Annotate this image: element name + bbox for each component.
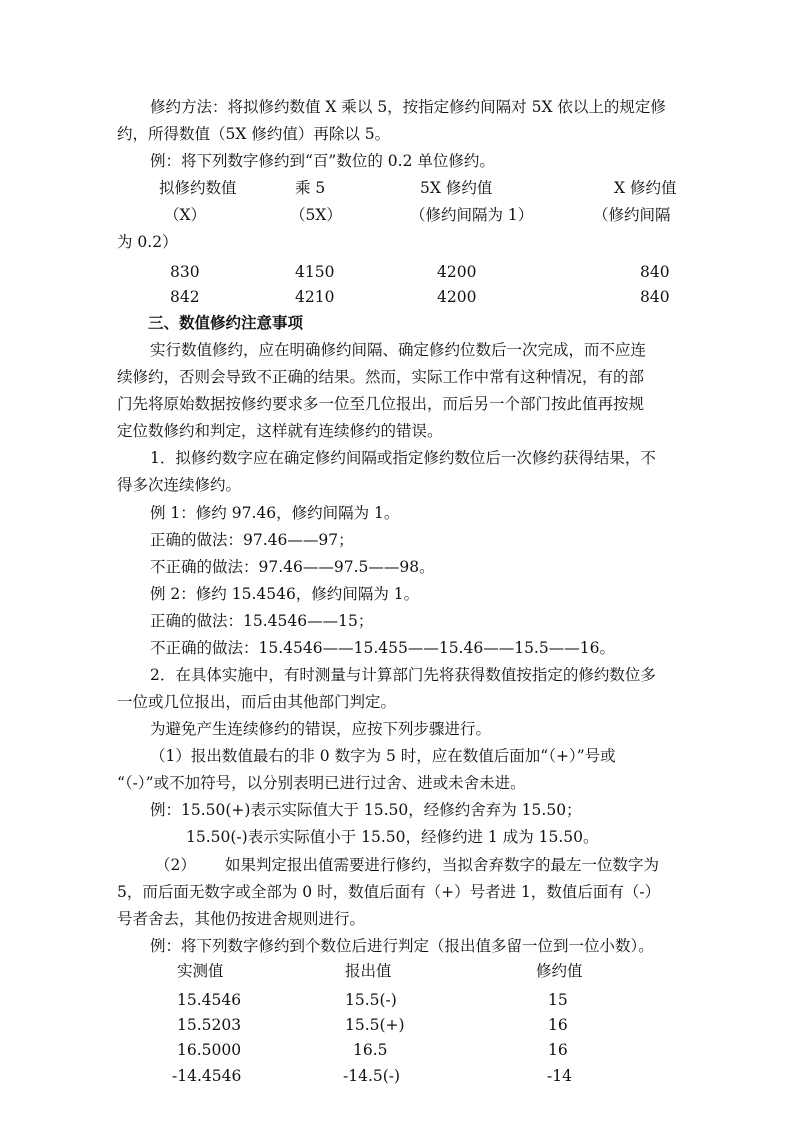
paragraph-text: 实行数值修约，应在明确修约间隔、确定修约位数后一次完成，而不应连 [150,341,647,359]
method-text-1: 修约方法：将拟修约数值 X 乘以 5，按指定修约间隔对 5X 依以上的规定修 [150,98,666,116]
example-text: 例：将下列数字修约到“百”数位的 0.2 单位修约。 [150,152,495,170]
table1-subheader-cell: （X） [164,206,207,224]
step2-text: 如果判定报出值需要进行修约，当拟舍弃数字的最左一位数字为 [225,856,660,874]
table2-cell: -14.4546 [172,1067,242,1085]
example1-incorrect: 不正确的做法：97.46——97.5——98。 [150,558,435,576]
table2-header-cell: 实测值 [177,962,224,980]
table2-cell: -14 [547,1067,572,1085]
paragraph-text: 续修约，否则会导致不正确的结果。然而，实际工作中常有这种情况，有的部 [117,368,645,386]
table1-cell: 4200 [437,288,477,306]
step1-example: 15.50(-)表示实际值小于 15.50，经修约进 1 成为 15.50。 [186,828,599,846]
table1-cell: 842 [170,288,200,306]
example2-correct: 正确的做法：15.4546——15； [150,612,374,630]
table1-cell: 4150 [295,263,335,281]
table2-cell: 16 [548,1041,568,1059]
example1-text: 例 1：修约 97.46，修约间隔为 1。 [150,504,400,522]
table2-header-cell: 报出值 [345,962,392,980]
paragraph-text: 定位数修约和判定，这样就有连续修约的错误。 [117,422,443,440]
table1-cell: 840 [640,288,670,306]
table2-cell: 16.5000 [177,1041,242,1059]
step1-text: （1）报出数值最右的非 0 数字为 5 时，应在数值后面加“（+）”号或 [150,747,616,765]
avoid-text: 为避免产生连续修约的错误，应按下列步骤进行。 [150,720,492,738]
step1-example: 例：15.50(+)表示实际值大于 15.50，经修约舍弃为 15.50； [150,801,582,819]
table2-cell: 15 [548,991,568,1009]
table1-header-cell: 5X 修约值 [420,179,493,197]
table1-subheader-cont: 为 0.2） [117,233,178,251]
table2-cell: 16 [548,1016,568,1034]
example2-incorrect: 不正确的做法：15.4546——15.455——15.46——15.5——16。 [150,639,615,657]
table2-cell: 16.5 [353,1041,388,1059]
table1-subheader-cell: （修约间隔为 1） [410,206,534,224]
step2-example: 例：将下列数字修约到个数位后进行判定（报出值多留一位到一位小数）。 [150,937,654,955]
table1-header-cell: X 修约值 [614,179,677,197]
table2-cell: 15.5203 [177,1016,242,1034]
table2-header-cell: 修约值 [536,962,583,980]
table2-cell: 15.4546 [177,991,242,1009]
table1-cell: 4200 [437,263,477,281]
step2-text: 5，而后面无数字或全部为 0 时，数值后面有（+）号者进 1，数值后面有（-） [117,883,661,901]
section-heading-text: 三、数值修约注意事项 [148,313,304,332]
step2-text: 号者舍去，其他仍按进舍规则进行。 [117,910,366,928]
item1-text: 得多次连续修约。 [117,476,242,494]
table1-cell: 4210 [295,288,335,306]
item2-text: 一位或几位报出，而后由其他部门判定。 [117,693,397,711]
table1-subheader-cell: （修约间隔 [593,206,671,224]
example2-text: 例 2：修约 15.4546，修约间隔为 1。 [150,585,420,603]
table1-header-cell: 拟修约数值 [159,179,237,197]
table2-cell: 15.5(-) [345,991,397,1009]
table1-header-cell: 乘 5 [295,179,326,197]
item1-text: 1．拟修约数字应在确定修约间隔或指定修约数位后一次修约获得结果，不 [150,449,656,467]
table1-subheader-cell: （5X） [290,206,342,224]
table2-cell: -14.5(-) [343,1067,401,1085]
table1-cell: 830 [170,263,200,281]
table1-cell: 840 [640,263,670,281]
step2-number: （2） [155,856,196,874]
method-text-2: 约，所得数值（5X 修约值）再除以 5。 [117,125,391,143]
table2-cell: 15.5(+) [345,1016,405,1034]
paragraph-text: 门先将原始数据按修约要求多一位至几位报出，而后另一个部门按此值再按规 [117,395,645,413]
step1-text: “（-）”或不加符号，以分别表明已进行过舍、进或未舍未进。 [117,774,526,792]
example1-correct: 正确的做法：97.46——97； [150,531,354,549]
item2-text: 2．在具体实施中，有时测量与计算部门先将获得数值按指定的修约数位多 [150,666,656,684]
